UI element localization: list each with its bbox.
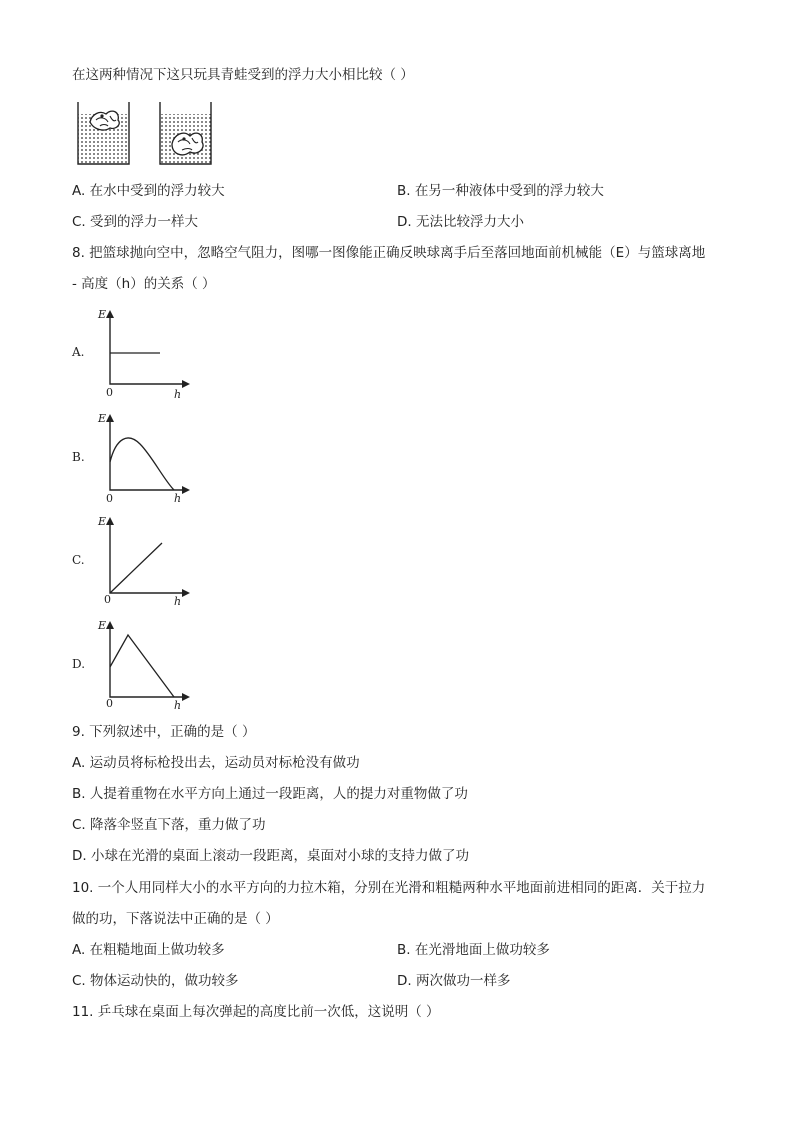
q8-graph-d xyxy=(94,617,194,711)
q8-graph-a-ylabel: E xyxy=(98,308,107,321)
q8-graph-d-ylabel: E xyxy=(98,619,107,632)
q8-graph-c-curve xyxy=(110,543,162,593)
q10-option-d: D. 两次做功一样多 xyxy=(397,973,511,989)
q7-stem: 在这两种情况下这只玩具青蛙受到的浮力大小相比较（ ） xyxy=(72,67,414,83)
q10-option-c: C. 物体运动快的，做功较多 xyxy=(72,973,239,989)
q10-stem-line2: 做的功，下落说法中正确的是（ ） xyxy=(72,911,279,927)
q8-graph-b-ylabel: E xyxy=(98,412,107,425)
beaker-other-liquid xyxy=(160,102,211,164)
beaker-water xyxy=(78,102,129,164)
q9-stem: 9. 下列叙述中，正确的是（ ） xyxy=(72,724,256,740)
q8-graph-b-origin: 0 xyxy=(106,492,113,505)
q9-option-a: A. 运动员将标枪投出去，运动员对标枪没有做功 xyxy=(72,755,360,771)
q8-graph-d-xlabel: h xyxy=(174,699,182,712)
q8-graph-c-origin: 0 xyxy=(104,593,111,606)
frog-icon-floating xyxy=(90,111,119,130)
q8-graph-d-origin: 0 xyxy=(106,697,113,710)
q7-option-d: D. 无法比较浮力大小 xyxy=(397,214,524,230)
q8-graph-c-xlabel: h xyxy=(174,595,182,608)
q8-graph-a xyxy=(94,306,194,400)
q7-option-c: C. 受到的浮力一样大 xyxy=(72,214,199,230)
q11-stem: 11. 乒乓球在桌面上每次弹起的高度比前一次低，这说明（ ） xyxy=(72,1004,440,1020)
q8-graph-c-ylabel: E xyxy=(98,515,107,528)
q8-graph-a-xlabel: h xyxy=(174,388,182,401)
q8-graph-b-curve xyxy=(110,438,174,490)
q8-graph-c xyxy=(94,513,194,607)
q10-option-b: B. 在光滑地面上做功较多 xyxy=(397,942,550,958)
frog-icon-submerged xyxy=(172,133,203,155)
q8-stem-line1: 8. 把篮球抛向空中，忽略空气阻力，图哪一图像能正确反映球离手后至落回地面前机械能（E）与篮球离地 xyxy=(72,245,706,261)
q8-graph-b-label: B. xyxy=(72,450,85,464)
q8-graph-d-curve xyxy=(110,635,174,697)
q9-option-d: D. 小球在光滑的桌面上滚动一段距离，桌面对小球的支持力做了功 xyxy=(72,848,469,864)
q8-graph-b xyxy=(94,410,194,504)
q7-option-a: A. 在水中受到的浮力较大 xyxy=(72,183,225,199)
q10-stem-line1: 10. 一个人用同样大小的水平方向的力拉木箱，分别在光滑和粗糙两种水平地面前进相同的距离．关于拉力 xyxy=(72,880,706,896)
q7-option-b: B. 在另一种液体中受到的浮力较大 xyxy=(397,183,604,199)
beakers-figure xyxy=(72,100,222,168)
q8-graph-d-label: D. xyxy=(72,657,86,671)
q8-graph-c-label: C. xyxy=(72,553,85,567)
q9-option-b: B. 人提着重物在水平方向上通过一段距离，人的提力对重物做了功 xyxy=(72,786,468,802)
q9-option-c: C. 降落伞竖直下落，重力做了功 xyxy=(72,817,266,833)
q8-graph-a-origin: 0 xyxy=(106,386,113,399)
q10-option-a: A. 在粗糙地面上做功较多 xyxy=(72,942,225,958)
q8-graph-b-xlabel: h xyxy=(174,492,182,505)
q8-stem-line2: - 高度（h）的关系（ ） xyxy=(72,276,216,292)
q8-graph-a-label: A. xyxy=(72,345,85,359)
